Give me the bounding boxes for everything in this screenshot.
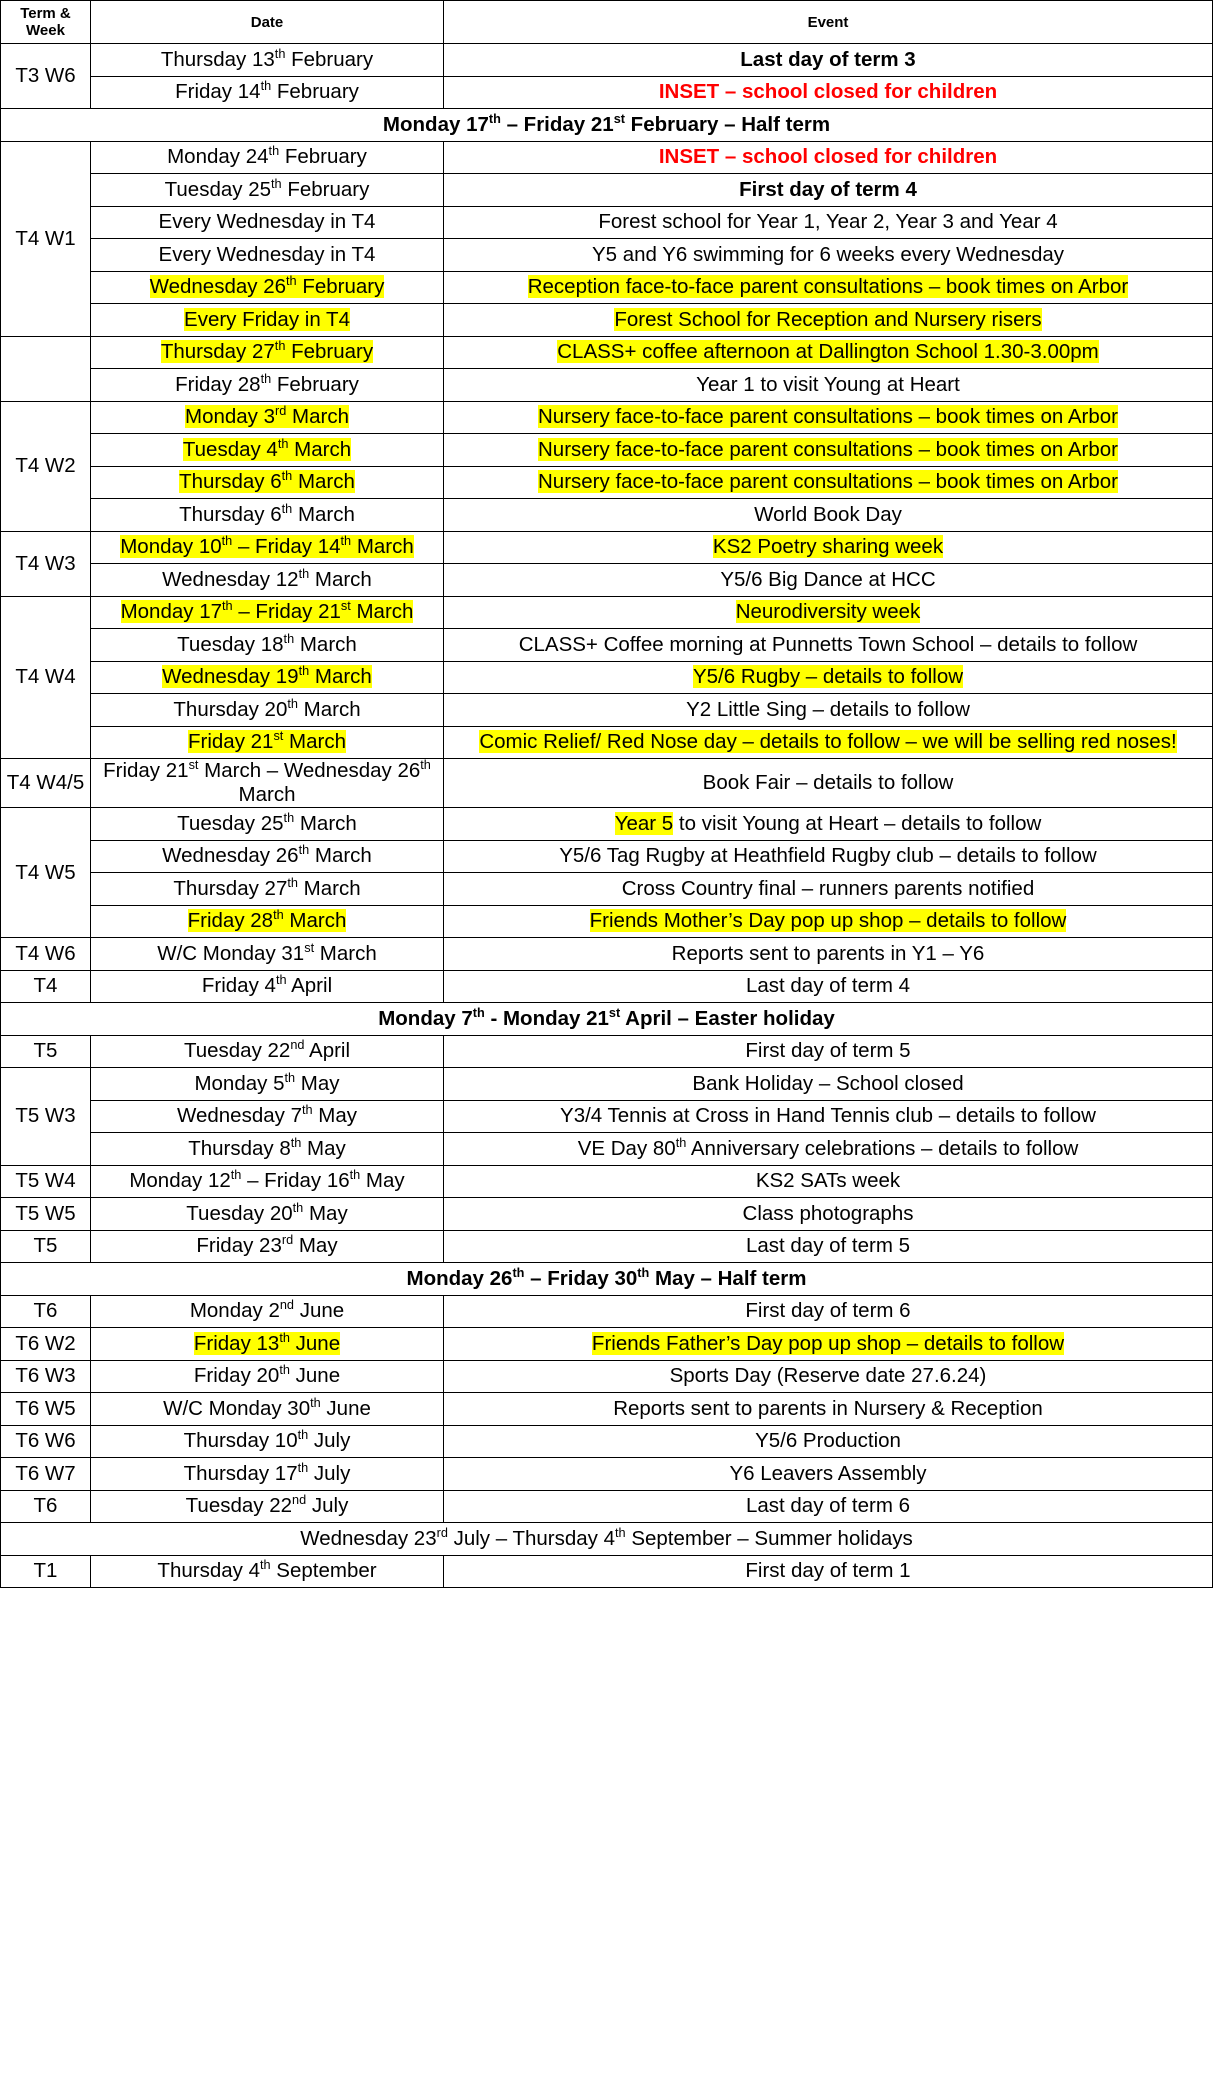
table-row	[1, 1100, 1213, 1133]
term-week-cell: T6 W6	[1, 1425, 91, 1458]
event-cell: Forest school for Year 1, Year 2, Year 3 and Year 4	[444, 206, 1213, 239]
table-row	[1, 1198, 1213, 1231]
table-row	[1, 401, 1213, 434]
event-cell: Nursery face-to-face parent consultations – book times on Arbor	[444, 466, 1213, 499]
table-row	[1, 1230, 1213, 1263]
table-row	[1, 466, 1213, 499]
date-cell: Wednesday 12th March	[91, 564, 444, 597]
term-week-cell: T4 W6	[1, 938, 91, 971]
date-cell: Thursday 6th March	[91, 466, 444, 499]
section-row	[1, 109, 1213, 142]
term-week-cell: T5	[1, 1230, 91, 1263]
table-row	[1, 141, 1213, 174]
date-cell: Thursday 13th February	[91, 44, 444, 77]
table-row	[1, 1133, 1213, 1166]
event-cell: Last day of term 4	[444, 970, 1213, 1003]
term-week-cell: T6 W5	[1, 1393, 91, 1426]
date-cell: Tuesday 22nd April	[91, 1035, 444, 1068]
event-cell: Y5/6 Big Dance at HCC	[444, 564, 1213, 597]
table-row	[1, 873, 1213, 906]
term-week-cell: T1	[1, 1555, 91, 1588]
term-week-cell: T5 W3	[1, 1068, 91, 1166]
header-event: Event	[444, 1, 1213, 44]
table-row	[1, 759, 1213, 808]
event-cell: KS2 SATs week	[444, 1165, 1213, 1198]
holiday-banner: Monday 17th – Friday 21st February – Half term	[1, 109, 1213, 142]
event-cell: CLASS+ coffee afternoon at Dallington School 1.30-3.00pm	[444, 336, 1213, 369]
table-row	[1, 174, 1213, 207]
date-cell: Monday 12th – Friday 16th May	[91, 1165, 444, 1198]
date-cell: Thursday 6th March	[91, 499, 444, 532]
table-row	[1, 304, 1213, 337]
event-cell: First day of term 4	[444, 174, 1213, 207]
term-week-cell: T6	[1, 1490, 91, 1523]
term-week-cell: T5 W4	[1, 1165, 91, 1198]
event-cell: First day of term 1	[444, 1555, 1213, 1588]
date-cell: Thursday 20th March	[91, 694, 444, 727]
table-row	[1, 596, 1213, 629]
term-week-cell: T6 W2	[1, 1328, 91, 1361]
date-cell: Monday 3rd March	[91, 401, 444, 434]
table-row	[1, 239, 1213, 272]
event-cell: INSET – school closed for children	[444, 76, 1213, 109]
date-cell: Friday 21st March	[91, 726, 444, 759]
term-week-cell: T3 W6	[1, 44, 91, 109]
event-cell: Comic Relief/ Red Nose day – details to follow – we will be selling red noses!	[444, 726, 1213, 759]
event-cell: Friends Father’s Day pop up shop – details to follow	[444, 1328, 1213, 1361]
table-row	[1, 369, 1213, 402]
date-cell: Friday 23rd May	[91, 1230, 444, 1263]
section-row	[1, 1003, 1213, 1036]
date-cell: W/C Monday 31st March	[91, 938, 444, 971]
date-cell: Thursday 17th July	[91, 1458, 444, 1491]
term-week-cell: T4 W3	[1, 531, 91, 596]
table-row	[1, 1328, 1213, 1361]
term-week-cell: T6	[1, 1295, 91, 1328]
date-cell: Thursday 27th February	[91, 336, 444, 369]
event-cell: Book Fair – details to follow	[444, 759, 1213, 808]
table-row	[1, 840, 1213, 873]
date-cell: Thursday 10th July	[91, 1425, 444, 1458]
table-row	[1, 499, 1213, 532]
event-cell: First day of term 5	[444, 1035, 1213, 1068]
date-cell: Tuesday 18th March	[91, 629, 444, 662]
date-cell: Monday 10th – Friday 14th March	[91, 531, 444, 564]
table-row	[1, 564, 1213, 597]
event-cell: CLASS+ Coffee morning at Punnetts Town School – details to follow	[444, 629, 1213, 662]
term-week-cell: T6 W7	[1, 1458, 91, 1491]
date-cell: Monday 24th February	[91, 141, 444, 174]
term-week-cell	[1, 336, 91, 401]
table-row	[1, 1165, 1213, 1198]
event-cell: Y6 Leavers Assembly	[444, 1458, 1213, 1491]
table-row	[1, 1458, 1213, 1491]
event-cell: Bank Holiday – School closed	[444, 1068, 1213, 1101]
table-row	[1, 76, 1213, 109]
table-row	[1, 271, 1213, 304]
table-row	[1, 1360, 1213, 1393]
event-cell: INSET – school closed for children	[444, 141, 1213, 174]
date-cell: Monday 17th – Friday 21st March	[91, 596, 444, 629]
term-week-cell: T4 W1	[1, 141, 91, 336]
table-row	[1, 44, 1213, 77]
term-week-cell: T6 W3	[1, 1360, 91, 1393]
event-cell: Forest School for Reception and Nursery risers	[444, 304, 1213, 337]
header-date: Date	[91, 1, 444, 44]
table-row	[1, 206, 1213, 239]
date-cell: Friday 28th March	[91, 905, 444, 938]
date-cell: Thursday 4th September	[91, 1555, 444, 1588]
table-row	[1, 1555, 1213, 1588]
date-cell: Tuesday 25th February	[91, 174, 444, 207]
table-row	[1, 1490, 1213, 1523]
table-row	[1, 808, 1213, 841]
table-row	[1, 1425, 1213, 1458]
table-row	[1, 1035, 1213, 1068]
table-row	[1, 970, 1213, 1003]
event-cell: Y5 and Y6 swimming for 6 weeks every Wednesday	[444, 239, 1213, 272]
table-row	[1, 531, 1213, 564]
event-cell: Year 1 to visit Young at Heart	[444, 369, 1213, 402]
holiday-banner: Wednesday 23rd July – Thursday 4th September – Summer holidays	[1, 1523, 1213, 1556]
date-cell: Friday 20th June	[91, 1360, 444, 1393]
event-cell: Sports Day (Reserve date 27.6.24)	[444, 1360, 1213, 1393]
term-week-cell: T4 W4	[1, 596, 91, 759]
table-row	[1, 938, 1213, 971]
date-cell: Friday 14th February	[91, 76, 444, 109]
date-cell: Wednesday 26th March	[91, 840, 444, 873]
event-cell: Nursery face-to-face parent consultations – book times on Arbor	[444, 434, 1213, 467]
date-cell: Wednesday 19th March	[91, 661, 444, 694]
event-cell: Y2 Little Sing – details to follow	[444, 694, 1213, 727]
table-row	[1, 629, 1213, 662]
table-row	[1, 905, 1213, 938]
term-week-cell: T4 W4/5	[1, 759, 91, 808]
holiday-banner: Monday 7th - Monday 21st April – Easter holiday	[1, 1003, 1213, 1036]
table-row	[1, 1068, 1213, 1101]
date-cell: Friday 21st March – Wednesday 26th March	[91, 759, 444, 808]
date-cell: Monday 5th May	[91, 1068, 444, 1101]
term-week-cell: T5	[1, 1035, 91, 1068]
table-row	[1, 726, 1213, 759]
date-cell: Every Wednesday in T4	[91, 239, 444, 272]
event-cell: Class photographs	[444, 1198, 1213, 1231]
term-week-cell: T5 W5	[1, 1198, 91, 1231]
date-cell: Friday 28th February	[91, 369, 444, 402]
date-cell: Tuesday 22nd July	[91, 1490, 444, 1523]
holiday-banner: Monday 26th – Friday 30th May – Half term	[1, 1263, 1213, 1296]
date-cell: Tuesday 25th March	[91, 808, 444, 841]
table-row	[1, 434, 1213, 467]
calendar-body	[1, 44, 1213, 1588]
term-week-cell: T4 W2	[1, 401, 91, 531]
date-cell: W/C Monday 30th June	[91, 1393, 444, 1426]
event-cell: World Book Day	[444, 499, 1213, 532]
event-cell: Nursery face-to-face parent consultations – book times on Arbor	[444, 401, 1213, 434]
date-cell: Every Friday in T4	[91, 304, 444, 337]
event-cell: Y3/4 Tennis at Cross in Hand Tennis club – details to follow	[444, 1100, 1213, 1133]
date-cell: Friday 13th June	[91, 1328, 444, 1361]
date-cell: Every Wednesday in T4	[91, 206, 444, 239]
event-cell: Reports sent to parents in Nursery & Reception	[444, 1393, 1213, 1426]
table-row	[1, 661, 1213, 694]
date-cell: Wednesday 26th February	[91, 271, 444, 304]
table-row	[1, 1393, 1213, 1426]
date-cell: Thursday 27th March	[91, 873, 444, 906]
section-row	[1, 1523, 1213, 1556]
date-cell: Monday 2nd June	[91, 1295, 444, 1328]
section-row	[1, 1263, 1213, 1296]
event-cell: KS2 Poetry sharing week	[444, 531, 1213, 564]
header-row	[1, 1, 1213, 44]
event-cell: Friends Mother’s Day pop up shop – details to follow	[444, 905, 1213, 938]
event-cell: Reports sent to parents in Y1 – Y6	[444, 938, 1213, 971]
header-term-week: Term & Week	[1, 1, 91, 44]
date-cell: Wednesday 7th May	[91, 1100, 444, 1133]
event-cell: Last day of term 5	[444, 1230, 1213, 1263]
event-cell: Neurodiversity week	[444, 596, 1213, 629]
event-cell: Year 5 to visit Young at Heart – details to follow	[444, 808, 1213, 841]
term-week-cell: T4	[1, 970, 91, 1003]
table-row	[1, 694, 1213, 727]
event-cell: Cross Country final – runners parents notified	[444, 873, 1213, 906]
term-week-cell: T4 W5	[1, 808, 91, 938]
event-cell: Y5/6 Rugby – details to follow	[444, 661, 1213, 694]
table-row	[1, 1295, 1213, 1328]
table-row	[1, 336, 1213, 369]
event-cell: Last day of term 3	[444, 44, 1213, 77]
event-cell: Reception face-to-face parent consultations – book times on Arbor	[444, 271, 1213, 304]
event-cell: Last day of term 6	[444, 1490, 1213, 1523]
event-cell: First day of term 6	[444, 1295, 1213, 1328]
date-cell: Friday 4th April	[91, 970, 444, 1003]
date-cell: Thursday 8th May	[91, 1133, 444, 1166]
date-cell: Tuesday 4th March	[91, 434, 444, 467]
event-cell: VE Day 80th Anniversary celebrations – details to follow	[444, 1133, 1213, 1166]
event-cell: Y5/6 Tag Rugby at Heathfield Rugby club – details to follow	[444, 840, 1213, 873]
date-cell: Tuesday 20th May	[91, 1198, 444, 1231]
event-cell: Y5/6 Production	[444, 1425, 1213, 1458]
